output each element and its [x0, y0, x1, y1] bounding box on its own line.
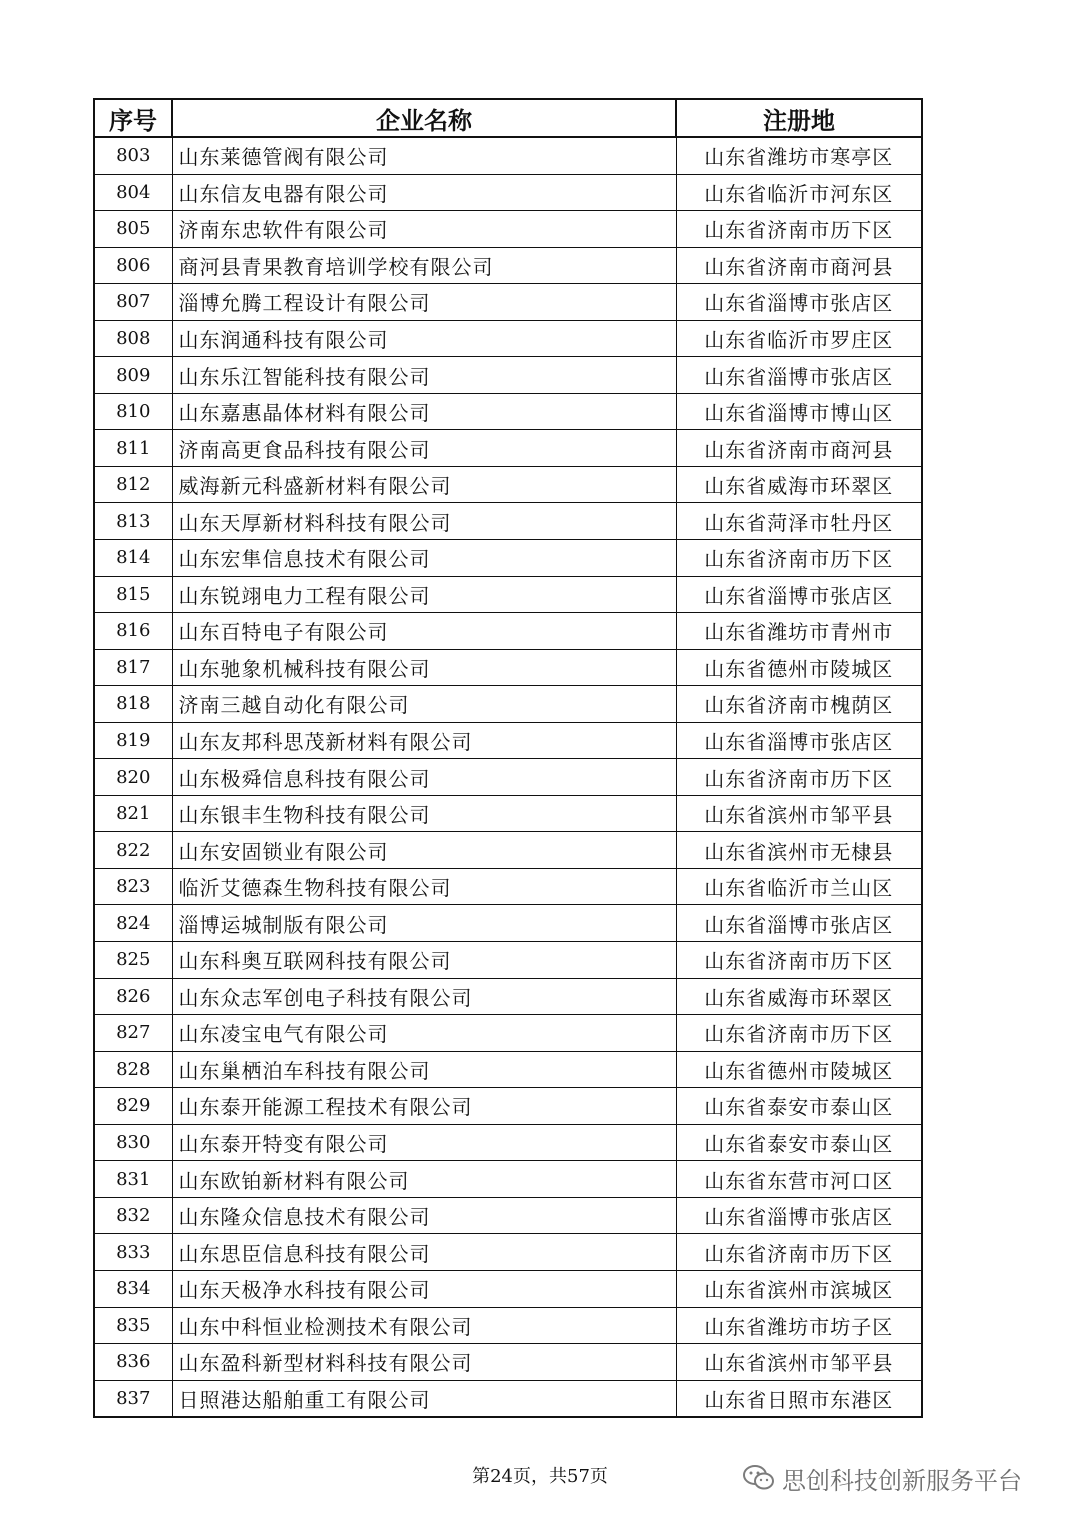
table-row — [94, 503, 922, 540]
cell-company-name: 山东天极净水科技有限公司 — [172, 1270, 676, 1307]
table-row — [94, 613, 922, 650]
cell-company-name: 威海新元科盛新材料有限公司 — [172, 466, 676, 503]
cell-registration-place: 山东省淄博市张店区 — [676, 576, 922, 613]
table-row — [94, 832, 922, 869]
table-row — [94, 1234, 922, 1271]
cell-seq: 824 — [94, 905, 172, 942]
cell-registration-place: 山东省淄博市张店区 — [676, 284, 922, 321]
table-row — [94, 430, 922, 467]
table-row — [94, 174, 922, 211]
page-number: 第24页，共57页 — [472, 1466, 608, 1487]
cell-seq: 810 — [94, 393, 172, 430]
cell-seq: 806 — [94, 247, 172, 284]
table-row — [94, 137, 922, 174]
cell-company-name: 山东银丰生物科技有限公司 — [172, 795, 676, 832]
cell-seq: 837 — [94, 1380, 172, 1417]
cell-registration-place: 山东省济南市历下区 — [676, 540, 922, 577]
cell-seq: 811 — [94, 430, 172, 467]
table-row — [94, 686, 922, 723]
table-row — [94, 466, 922, 503]
table-row — [94, 905, 922, 942]
cell-registration-place: 山东省淄博市张店区 — [676, 722, 922, 759]
cell-company-name: 山东嘉惠晶体材料有限公司 — [172, 393, 676, 430]
cell-registration-place: 山东省德州市陵城区 — [676, 1051, 922, 1088]
cell-seq: 834 — [94, 1270, 172, 1307]
table-row — [94, 1015, 922, 1052]
cell-company-name: 山东欧铂新材料有限公司 — [172, 1161, 676, 1198]
table-row — [94, 868, 922, 905]
cell-registration-place: 山东省潍坊市青州市 — [676, 613, 922, 650]
cell-seq: 820 — [94, 759, 172, 796]
cell-company-name: 山东乐江智能科技有限公司 — [172, 357, 676, 394]
cell-seq: 818 — [94, 686, 172, 723]
table-row — [94, 1197, 922, 1234]
cell-registration-place: 山东省威海市环翠区 — [676, 978, 922, 1015]
cell-registration-place: 山东省临沂市兰山区 — [676, 868, 922, 905]
cell-company-name: 临沂艾德森生物科技有限公司 — [172, 868, 676, 905]
cell-seq: 836 — [94, 1344, 172, 1381]
cell-seq: 817 — [94, 649, 172, 686]
cell-seq: 833 — [94, 1234, 172, 1271]
cell-company-name: 山东宏隼信息技术有限公司 — [172, 540, 676, 577]
cell-registration-place: 山东省滨州市滨城区 — [676, 1270, 922, 1307]
cell-company-name: 济南三越自动化有限公司 — [172, 686, 676, 723]
cell-registration-place: 山东省潍坊市寒亭区 — [676, 137, 922, 174]
table-row — [94, 649, 922, 686]
watermark-text: 思创科技创新服务平台 — [782, 1466, 1022, 1495]
cell-company-name: 山东巢栖泊车科技有限公司 — [172, 1051, 676, 1088]
enterprise-table — [93, 98, 923, 1418]
cell-registration-place: 山东省济南市历下区 — [676, 759, 922, 796]
cell-seq: 807 — [94, 284, 172, 321]
table-row — [94, 540, 922, 577]
table-row — [94, 284, 922, 321]
cell-seq: 827 — [94, 1015, 172, 1052]
table-row — [94, 1088, 922, 1125]
cell-company-name: 日照港达船舶重工有限公司 — [172, 1380, 676, 1417]
wechat-icon — [742, 1463, 776, 1493]
cell-seq: 819 — [94, 722, 172, 759]
cell-company-name: 济南东忠软件有限公司 — [172, 211, 676, 248]
cell-company-name: 山东极舜信息科技有限公司 — [172, 759, 676, 796]
cell-company-name: 山东思臣信息科技有限公司 — [172, 1234, 676, 1271]
cell-seq: 803 — [94, 137, 172, 174]
cell-seq: 808 — [94, 320, 172, 357]
cell-seq: 814 — [94, 540, 172, 577]
cell-seq: 826 — [94, 978, 172, 1015]
table-row — [94, 211, 922, 248]
cell-company-name: 山东信友电器有限公司 — [172, 174, 676, 211]
table-row — [94, 247, 922, 284]
table-row — [94, 978, 922, 1015]
cell-company-name: 淄博运城制版有限公司 — [172, 905, 676, 942]
cell-seq: 805 — [94, 211, 172, 248]
cell-registration-place: 山东省菏泽市牡丹区 — [676, 503, 922, 540]
cell-registration-place: 山东省济南市历下区 — [676, 942, 922, 979]
cell-registration-place: 山东省淄博市张店区 — [676, 905, 922, 942]
table-row — [94, 795, 922, 832]
cell-seq: 821 — [94, 795, 172, 832]
table-row — [94, 759, 922, 796]
cell-seq: 815 — [94, 576, 172, 613]
cell-seq: 829 — [94, 1088, 172, 1125]
table-row — [94, 1344, 922, 1381]
cell-registration-place: 山东省滨州市无棣县 — [676, 832, 922, 869]
cell-company-name: 山东莱德管阀有限公司 — [172, 137, 676, 174]
cell-company-name: 山东天厚新材料科技有限公司 — [172, 503, 676, 540]
cell-company-name: 山东盈科新型材料科技有限公司 — [172, 1344, 676, 1381]
table-row — [94, 1124, 922, 1161]
table-row — [94, 1307, 922, 1344]
cell-registration-place: 山东省淄博市张店区 — [676, 1197, 922, 1234]
cell-company-name: 山东中科恒业检测技术有限公司 — [172, 1307, 676, 1344]
cell-seq: 832 — [94, 1197, 172, 1234]
table-row — [94, 393, 922, 430]
cell-registration-place: 山东省济南市商河县 — [676, 430, 922, 467]
cell-registration-place: 山东省济南市槐荫区 — [676, 686, 922, 723]
table-row — [94, 1270, 922, 1307]
table-row — [94, 1161, 922, 1198]
cell-registration-place: 山东省泰安市泰山区 — [676, 1088, 922, 1125]
cell-company-name: 山东泰开能源工程技术有限公司 — [172, 1088, 676, 1125]
cell-registration-place: 山东省济南市历下区 — [676, 211, 922, 248]
table-row — [94, 1051, 922, 1088]
cell-registration-place: 山东省济南市商河县 — [676, 247, 922, 284]
cell-registration-place: 山东省东营市河口区 — [676, 1161, 922, 1198]
cell-company-name: 山东泰开特变有限公司 — [172, 1124, 676, 1161]
cell-seq: 813 — [94, 503, 172, 540]
table-body — [94, 137, 922, 1417]
cell-company-name: 济南高更食品科技有限公司 — [172, 430, 676, 467]
cell-company-name: 山东凌宝电气有限公司 — [172, 1015, 676, 1052]
header-company-name: 企业名称 — [172, 99, 676, 137]
cell-company-name: 山东众志军创电子科技有限公司 — [172, 978, 676, 1015]
cell-seq: 822 — [94, 832, 172, 869]
cell-registration-place: 山东省滨州市邹平县 — [676, 795, 922, 832]
table-row — [94, 320, 922, 357]
cell-seq: 823 — [94, 868, 172, 905]
cell-seq: 809 — [94, 357, 172, 394]
cell-company-name: 淄博允腾工程设计有限公司 — [172, 284, 676, 321]
cell-seq: 830 — [94, 1124, 172, 1161]
cell-seq: 831 — [94, 1161, 172, 1198]
cell-registration-place: 山东省滨州市邹平县 — [676, 1344, 922, 1381]
cell-registration-place: 山东省临沂市河东区 — [676, 174, 922, 211]
cell-company-name: 山东百特电子有限公司 — [172, 613, 676, 650]
cell-registration-place: 山东省济南市历下区 — [676, 1234, 922, 1271]
cell-registration-place: 山东省威海市环翠区 — [676, 466, 922, 503]
cell-registration-place: 山东省淄博市张店区 — [676, 357, 922, 394]
cell-company-name: 山东隆众信息技术有限公司 — [172, 1197, 676, 1234]
cell-registration-place: 山东省日照市东港区 — [676, 1380, 922, 1417]
cell-registration-place: 山东省潍坊市坊子区 — [676, 1307, 922, 1344]
cell-company-name: 商河县青果教育培训学校有限公司 — [172, 247, 676, 284]
header-registration-place: 注册地 — [676, 99, 922, 137]
cell-registration-place: 山东省济南市历下区 — [676, 1015, 922, 1052]
cell-company-name: 山东友邦科思茂新材料有限公司 — [172, 722, 676, 759]
cell-company-name: 山东安固锁业有限公司 — [172, 832, 676, 869]
header-seq: 序号 — [94, 99, 172, 137]
table-row — [94, 357, 922, 394]
cell-seq: 804 — [94, 174, 172, 211]
cell-seq: 835 — [94, 1307, 172, 1344]
table-header-row — [94, 99, 922, 137]
cell-company-name: 山东润通科技有限公司 — [172, 320, 676, 357]
table-row — [94, 1380, 922, 1417]
cell-company-name: 山东驰象机械科技有限公司 — [172, 649, 676, 686]
table-row — [94, 942, 922, 979]
cell-company-name: 山东锐翊电力工程有限公司 — [172, 576, 676, 613]
cell-registration-place: 山东省德州市陵城区 — [676, 649, 922, 686]
cell-registration-place: 山东省泰安市泰山区 — [676, 1124, 922, 1161]
cell-registration-place: 山东省淄博市博山区 — [676, 393, 922, 430]
cell-seq: 816 — [94, 613, 172, 650]
cell-seq: 828 — [94, 1051, 172, 1088]
table-row — [94, 576, 922, 613]
watermark — [742, 1458, 1022, 1498]
cell-company-name: 山东科奥互联网科技有限公司 — [172, 942, 676, 979]
cell-seq: 812 — [94, 466, 172, 503]
cell-registration-place: 山东省临沂市罗庄区 — [676, 320, 922, 357]
table-row — [94, 722, 922, 759]
cell-seq: 825 — [94, 942, 172, 979]
